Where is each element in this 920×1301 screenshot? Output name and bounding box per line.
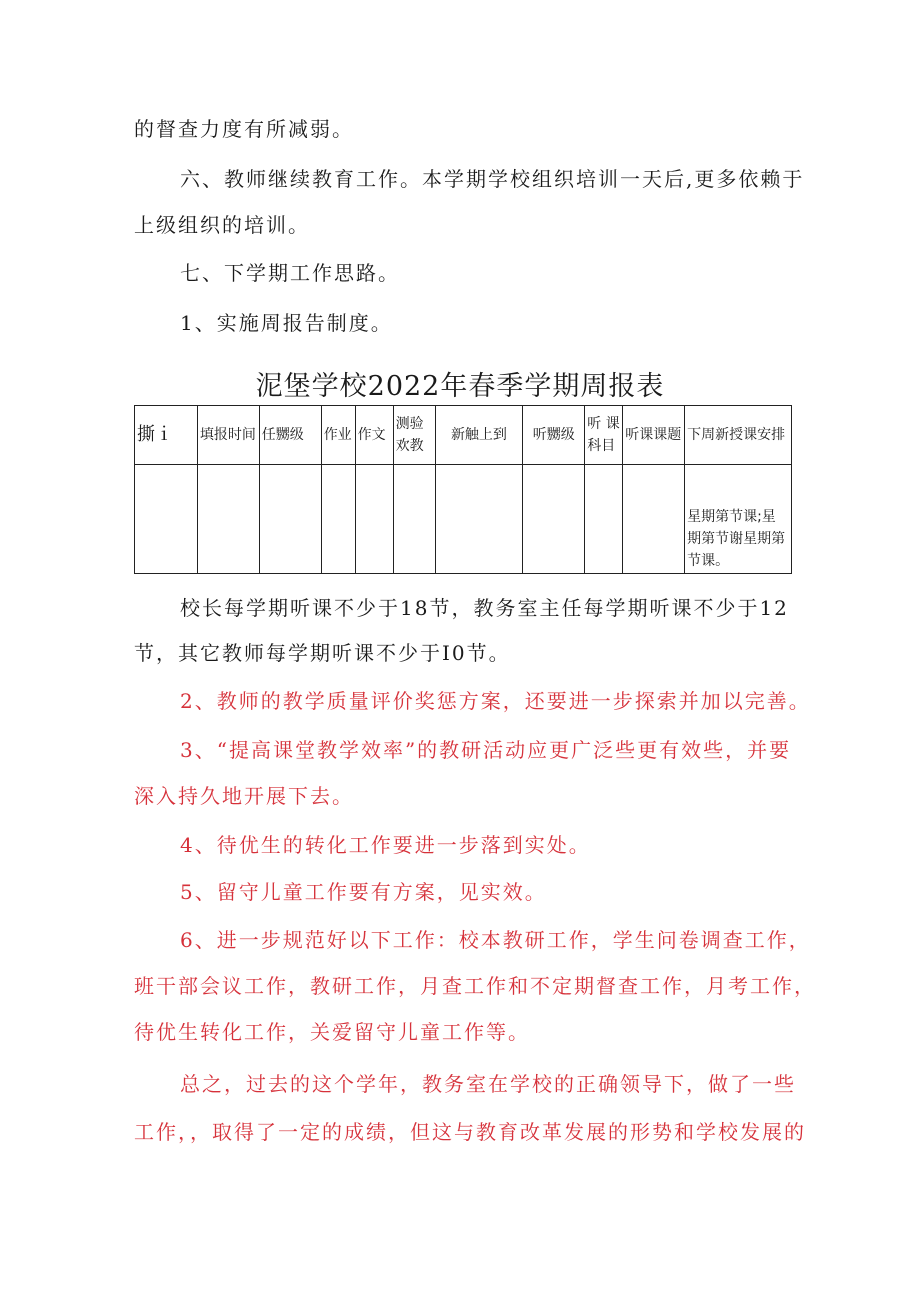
paragraph-line: 节，其它教师每学期听课不少于I0节。 xyxy=(134,641,511,665)
table-header-cell: 听 课科目 xyxy=(585,406,623,465)
table-header-cell: 撕ｉ xyxy=(135,406,198,465)
paragraph-line: 六、教师继续教育工作。本学期学校组织培训一天后,更多依赖于 xyxy=(180,167,805,191)
paragraph-line: 1、实施周报告制度。 xyxy=(180,311,393,335)
weekly-report-table xyxy=(134,405,792,574)
table-header-row xyxy=(135,406,792,465)
table-header-cell: 测验欢教 xyxy=(393,406,435,465)
red-paragraph-line: 总之，过去的这个学年，教务室在学校的正确领导下，做了一些 xyxy=(180,1072,796,1096)
table-cell xyxy=(435,465,523,574)
table-cell xyxy=(623,465,685,574)
table-header-cell: 填报时间 xyxy=(197,406,259,465)
red-paragraph-line: 4、待优生的转化工作要进一步落到实处。 xyxy=(180,833,591,857)
red-paragraph-line: 深入持久地开展下去。 xyxy=(134,784,354,808)
table-cell xyxy=(135,465,198,574)
paragraph-line: 的督查力度有所减弱。 xyxy=(134,117,354,141)
table-header-cell: 下周新授课安排 xyxy=(685,406,792,465)
table-cell xyxy=(355,465,393,574)
paragraph-line: 上级组织的培训。 xyxy=(134,213,310,237)
table-cell xyxy=(585,465,623,574)
paragraph-line: 七、下学期工作思路。 xyxy=(180,261,400,285)
red-paragraph-line: 3、“提高课堂教学效率”的教研活动应更广泛些更有效些，并要 xyxy=(180,738,792,762)
red-paragraph-line: 5、留守儿童工作要有方案，见实效。 xyxy=(180,880,547,904)
table-cell xyxy=(321,465,355,574)
table-row xyxy=(135,465,792,574)
table-cell xyxy=(523,465,585,574)
red-paragraph-line: 待优生转化工作，关爱留守儿童工作等。 xyxy=(134,1020,530,1044)
red-paragraph-line: 工作，，取得了一定的成绩，但这与教育改革发展的形势和学校发展的 xyxy=(134,1120,806,1144)
table-header-cell: 作业 xyxy=(321,406,355,465)
table-title: 泥堡学校2022年春季学期周报表 xyxy=(255,371,665,402)
red-paragraph-line: 2、教师的教学质量评价奖惩方案，还要进一步探索并加以完善。 xyxy=(180,689,811,713)
table-cell xyxy=(393,465,435,574)
schedule-note-cell: 星期第节课;星期第节谢星期第节课。 xyxy=(685,465,792,574)
paragraph-line: 校长每学期听课不少于18节，教务室主任每学期听课不少于12 xyxy=(180,596,789,620)
table-header-cell: 新触上到 xyxy=(435,406,523,465)
red-paragraph-line: 班干部会议工作，教研工作，月查工作和不定期督查工作，月考工作， xyxy=(134,974,816,998)
table-header-cell: 听课课题 xyxy=(623,406,685,465)
table-header-cell: 任嬲级 xyxy=(259,406,321,465)
table-cell xyxy=(197,465,259,574)
table-header-cell: 听嬲级 xyxy=(523,406,585,465)
table-header-cell: 作文 xyxy=(355,406,393,465)
red-paragraph-line: 6、进一步规范好以下工作：校本教研工作，学生问卷调查工作， xyxy=(180,928,811,952)
table-cell xyxy=(259,465,321,574)
